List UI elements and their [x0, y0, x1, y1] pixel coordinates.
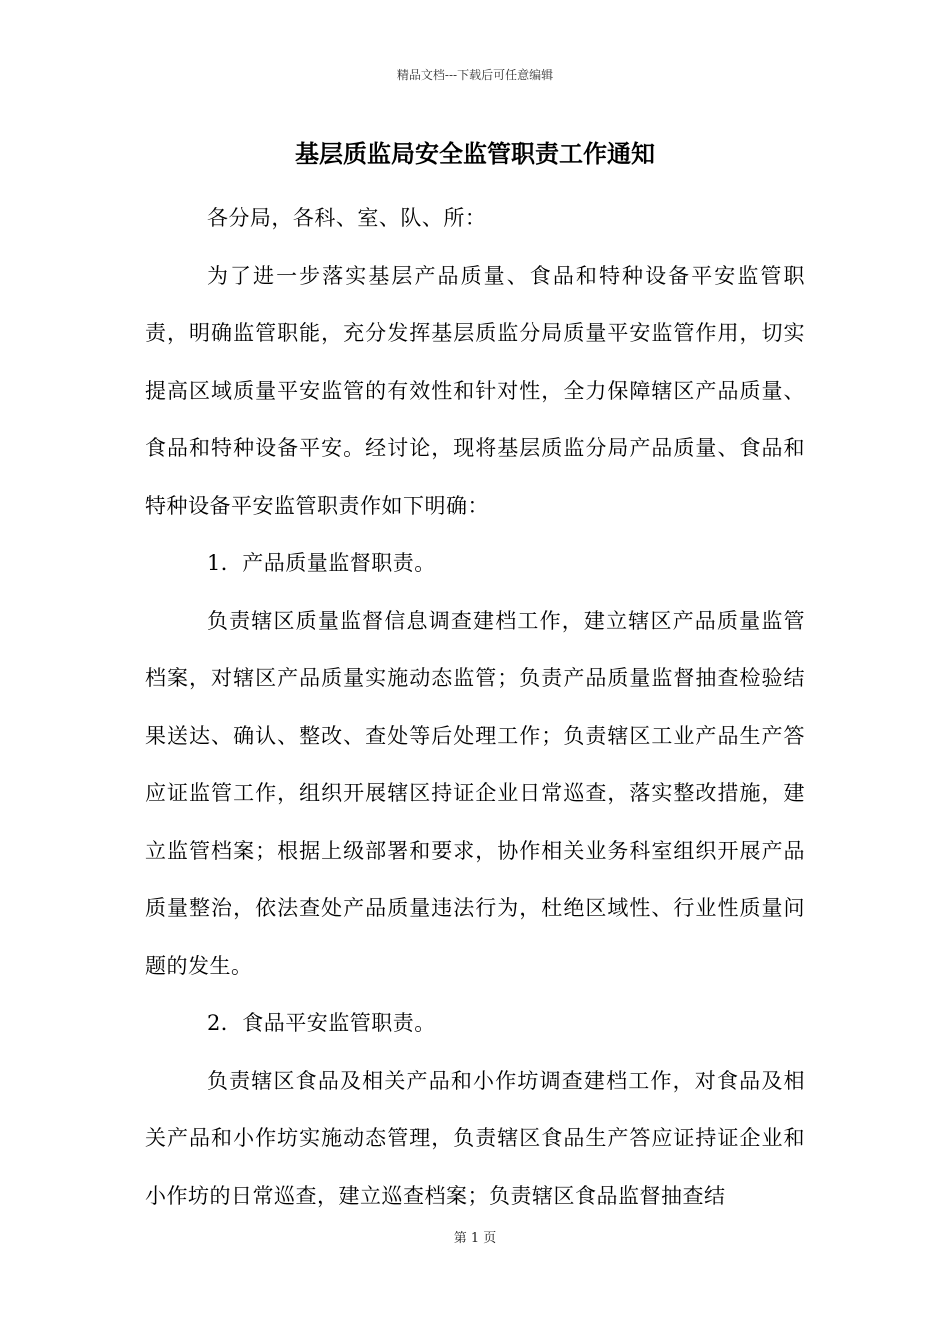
header-note: 精品文档---下载后可任意编辑: [396, 68, 554, 82]
section-paragraph-1: 负责辖区质量监督信息调查建档工作，建立辖区产品质量监管档案，对辖区产品质量实施动态监管；负责产品质量监督抽查检验结果送达、确认、整改、查处等后处理工作；负责辖区工业产品生产答应证监管工作，组织开展辖区持证企业日常巡查，落实整改措施，建立监管档案；根据上级部署和要求，协作相关业务科室组织开展产品质量整治，依法查处产品质量违法行为，杜绝区域性、行业性质量问题的发生。: [145, 608, 805, 978]
salutation-paragraph: 各分局，各科、室、队、所：: [206, 206, 487, 230]
document-title: 基层质监局安全监管职责工作通知: [295, 139, 655, 168]
intro-paragraph: 为了进一步落实基层产品质量、食品和特种设备平安监管职责，明确监管职能，充分发挥基层质监分局质量平安监管作用，切实提高区域质量平安监管的有效性和针对性，全力保障辖区产品质量、食品和特种设备平安。经讨论，现将基层质监分局产品质量、食品和特种设备平安监管职责作如下明确：: [145, 263, 805, 518]
document-body: [145, 190, 805, 1225]
page-number: 第 1 页: [453, 1231, 497, 1246]
section-heading-1: 1．产品质量监督职责。: [206, 551, 436, 575]
section-paragraph-2: 负责辖区食品及相关产品和小作坊调查建档工作，对食品及相关产品和小作坊实施动态管理，负责辖区食品生产答应证持证企业和小作坊的日常巡查，建立巡查档案；负责辖区食品监督抽查结: [145, 1068, 805, 1208]
section-heading-2: 2．食品平安监管职责。: [206, 1011, 436, 1035]
